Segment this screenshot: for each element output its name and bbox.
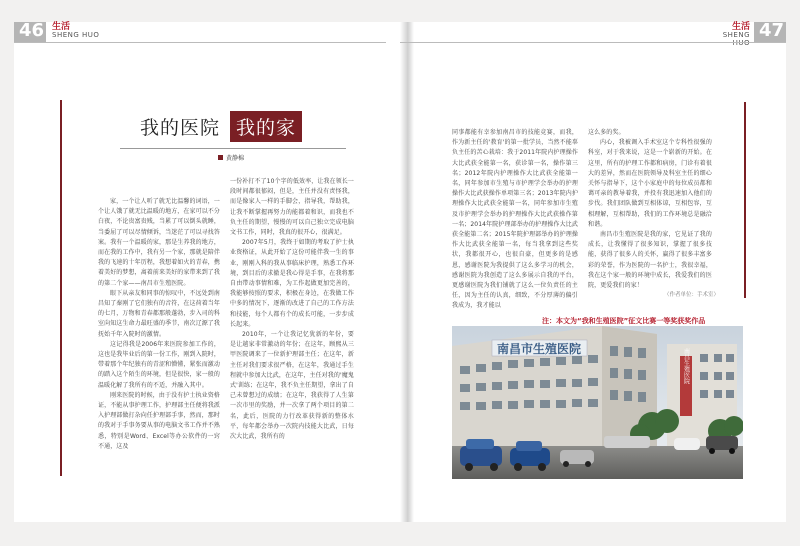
author-name: 黄静棉 bbox=[226, 155, 245, 162]
award-note: 注：本文为“我和生殖医院”征文比赛一等奖获奖作品 bbox=[542, 317, 706, 325]
article-column-1 bbox=[98, 197, 220, 479]
paragraph: 内心，我被调入手术室这个专科性很强的科室，对于我来说，这是一个崭新的开始。在这里，所有的护理工作都和病房，门诊有着很大的差异，然而在医院领导及科室主任的细心关怀与指导下，这个小家庭中的每位成员都和蔼可亲的教导着我，并投有我迅速加入他们的步伐。我们团队做到互相体谅，互相包容，互相理解，互相帮助，我们的工作环境总是融洽和谐。 bbox=[588, 139, 712, 228]
paragraph: 家，一个让人听了就无比温馨的词语，一个让人饿了就无比温暖的地方，在家可以不分白夜，不论贵富贵贱，当累了可以倒头就睡，当委屈了可以尽情倾诉，当迷茫了可以寻找答案。我有一个温暖的家，那是生养我的地方，而在我的工作中，我有另一个家，那就是陪伴我的飞速的十年历程，我想着如火的青春，携着美好的梦想，离着前来美好的家带来到了我的第二个家——南昌市生殖医院。 bbox=[98, 198, 220, 287]
author-marker bbox=[218, 155, 223, 160]
paragraph: 南昌市生殖医院是我的家，它见证了我的成长，让我懂得了很多知识，掌握了很多技能，获得了很多人的关怀，赢得了很多丰富多彩的荣誉，作为医院的一名护士，我很幸福，我在这个家一般的环境中成长，我爱我们的医院，更爱我们的家！ bbox=[588, 231, 712, 290]
section-zh: 生活 bbox=[52, 22, 71, 32]
paragraph: 这么多的奖。 bbox=[588, 129, 625, 136]
left-section-label bbox=[52, 23, 99, 40]
article-column-2 bbox=[230, 177, 354, 479]
title-part-1: 我的医院 bbox=[140, 116, 221, 139]
article-title bbox=[140, 113, 302, 139]
author-credit: （作者单位：手术室） bbox=[664, 292, 720, 298]
left-page-bar bbox=[60, 100, 62, 476]
side-sign: 南昌生殖医院 bbox=[682, 348, 690, 384]
page-gutter bbox=[400, 22, 414, 522]
paragraph: 刚来医院的时候，由于没有护士执业资格证，不能从事护理工作，护理部主任便将我派入护理部做打杂向任护理部手事，然而，那时的我对于手事务要从事的电脑文书工作并不熟悉，特别是Word、Excel等办公软件的一窍不通，这及 bbox=[98, 391, 220, 450]
paragraph: 2010年，一个让我记忆犹新的年份，要是让越家非常激动的年份；在这年，顾熙从三甲医院调来了一位新护理部主任；在这年，新主任对我们要求很严格，在这年，我通过手生程就中参加大比武，在这年，主任对我的'魔鬼式'训练；在这年，我不负主任期望，拿出了自己未曾想过的成绩；在这年，我获得了人生第一次市里的奖励，并一次拿了两个项目的第二名，此后，医院的力行改革获得新的整体水平，每年都会举办一次院内技能大比武，日每次大比武，我所有的 bbox=[230, 331, 354, 441]
article-column-3 bbox=[452, 128, 578, 314]
article-column-4 bbox=[588, 128, 712, 290]
paragraph: 一份补打不了10个字的低效率，让我在领长一段时间都很郁闷，但是，主任并没有责怪我，而是像家人一样的手脚会，指导我，帮助我，让我不断掌握再努力的能都着和识，而我也不负主任的期望，慢慢的可以自己独立完成电脑文书工作，同时，我真的很开心，很满足。 bbox=[230, 178, 354, 237]
section-en: SHENG bbox=[722, 31, 750, 40]
title-part-2: 我的家 bbox=[230, 111, 302, 142]
author-line bbox=[218, 153, 244, 162]
section-en: SHENG HUO bbox=[52, 31, 100, 40]
section-zh: 生活 bbox=[731, 22, 750, 32]
paragraph: 眼下从亲友和同事的惊叹中，不远处到南昌知了秦刚了它们独有的音符，在这荷着当年的七月，万物和青春都那般蓬勃，步入司的科室向知这生命力最旺盛的季节，南次辽源了我抚始千年入院时的激情。 bbox=[98, 289, 220, 338]
hospital-photo-illustration bbox=[452, 326, 743, 479]
paragraph: 这记得我是2006年来医院参加工作的，这也是我毕业后的第一份工作，刚到入院时，带着那个年纪独有的青涩和懵懂，紧张而激动的踏入这个陌生的环境，但是很快，家一般的温暖化解了我所有的不适，并融入其中。 bbox=[98, 340, 220, 389]
right-header-rule bbox=[400, 42, 786, 43]
building-sign: 南昌市生殖医院 bbox=[496, 342, 582, 356]
paragraph: 同事都能有幸参加南昌市的技能竞赛，而我，作为新主任的'教育'的第一批学员，当然不能辜负主任的苦心栽培：我于2011年院内护理操作大比武获全能第一名，获诊第一名，操作第三名；2012年院内护理操作大比武获全能第一名，同年参加市生殖与市护理学会举办的护理操作大比武获操作单项第三名；2013年院内护理操作大比武获全能第一名，同年参加市生殖及市护理学会举办的护理操作大比武获操作第一名；2014年院护理部举办的护理操作大比武获全能第二名；2015年院护理部举办的护理操作大比武获全能第一名，每当我拿到这些奖状，我都很开心，也很自豪，但更多的是感恩，感谢医院为我提供了这么多学习的机会，感谢医院为我创造了这么多展示自我的平台，更感谢医院为我们铺就了这么一位负责任的主任，因为主任的认真，细致，不分厚薄的偏引我成为，我才能以 bbox=[452, 129, 578, 310]
right-section-label bbox=[714, 23, 750, 47]
right-page-bar bbox=[744, 102, 746, 298]
left-header-rule bbox=[14, 42, 386, 43]
title-rule bbox=[120, 148, 346, 149]
left-page-number: 46 bbox=[19, 20, 45, 41]
right-page-number: 47 bbox=[759, 20, 785, 41]
hospital-photo bbox=[452, 326, 743, 479]
paragraph: 2007年5月，我终于如期的考取了护士执业资格证，从此开始了这份可能伴我一生的事业，刚刚入科的我从事临床护理，熟悉工作环境，到目后的求撤是我心得是手事，在我将那自由带动事情和难，为工作起做更加完善的，我能够按照的要求，积极在身边，在我做工作中多的情况下，逐渐的改进了自己的工作方法和技能，每个人都有个的成长可能，一步步成长起来。 bbox=[230, 239, 354, 328]
